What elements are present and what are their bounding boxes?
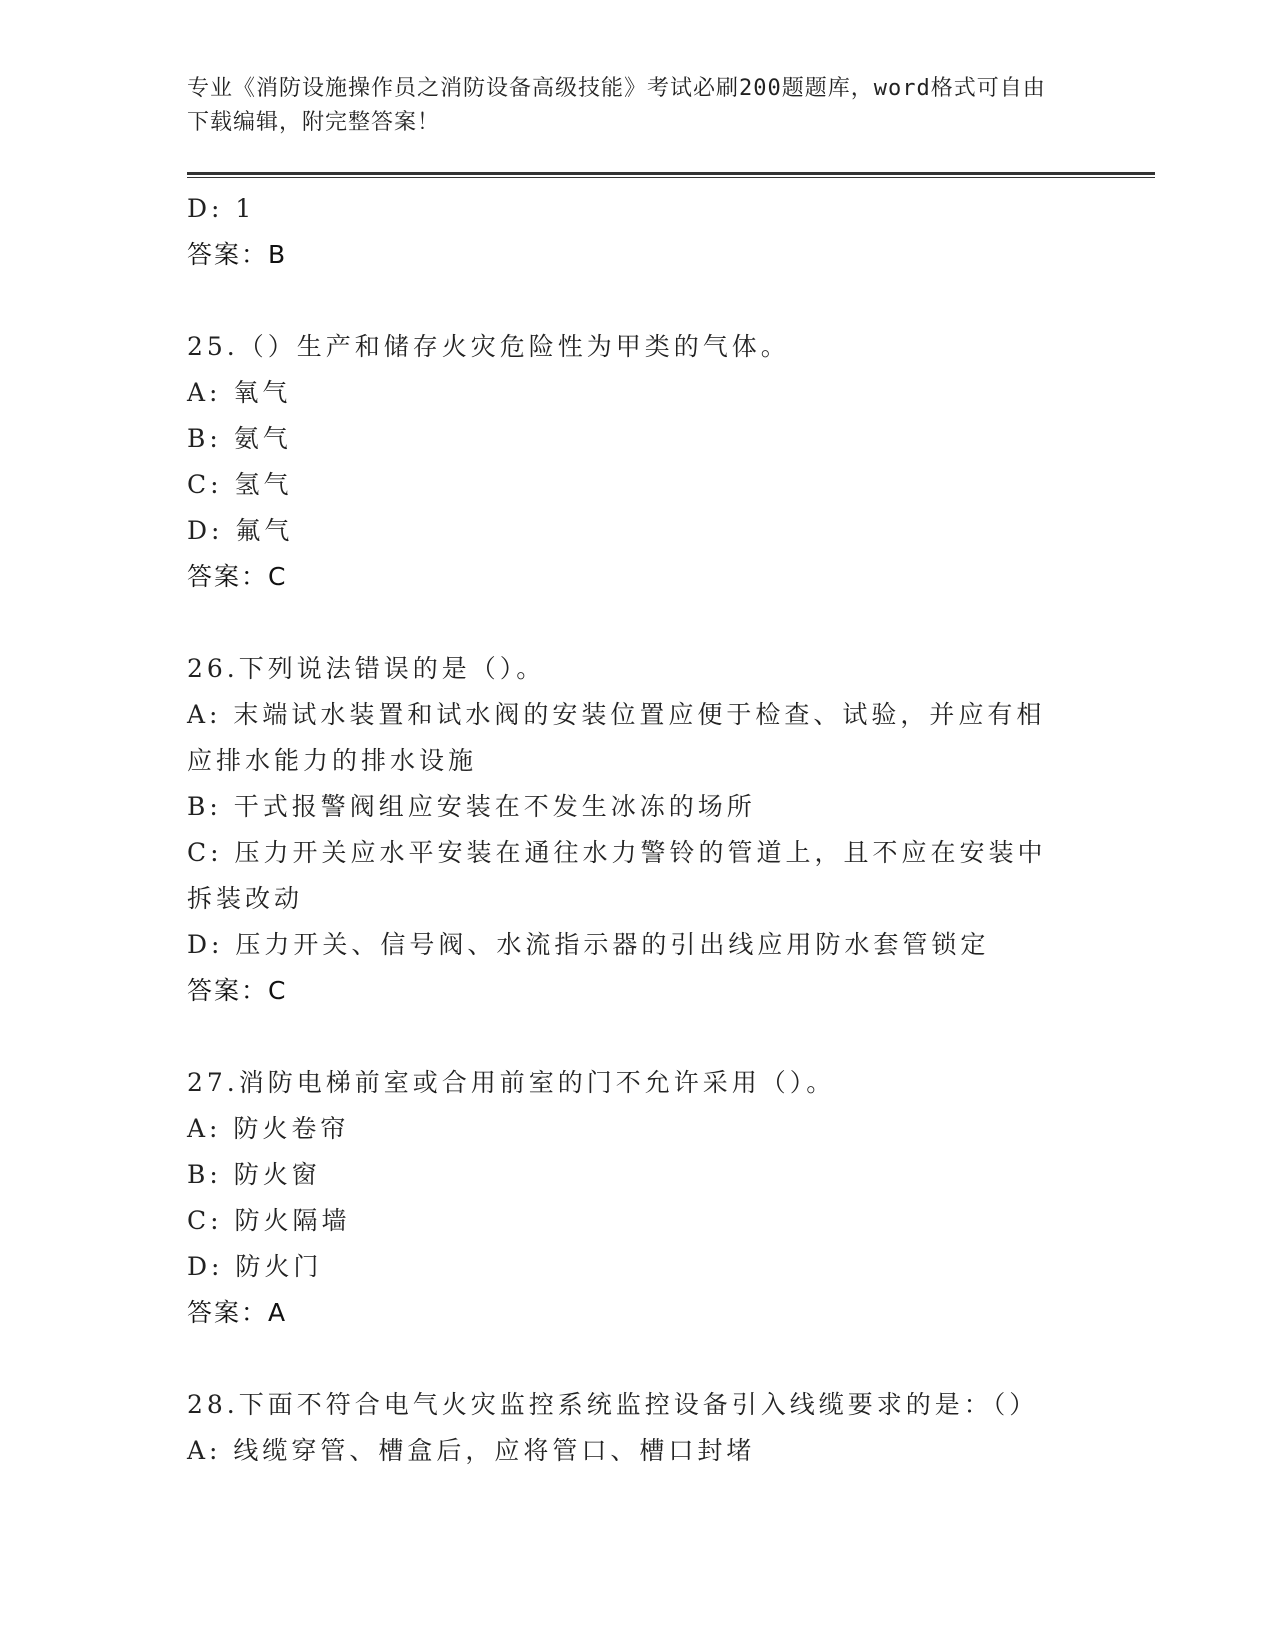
option-b: B: 氨气	[187, 424, 292, 453]
option-a: A: 末端试水装置和试水阀的安装位置应便于检查、试验，并应有相应排水能力的排水设施	[187, 700, 1046, 775]
option-c: C: 防火隔墙	[187, 1206, 351, 1235]
question-stem: 25.（）生产和储存火灾危险性为甲类的气体。	[187, 332, 790, 361]
option-b: B: 干式报警阀组应安装在不发生冰冻的场所	[187, 792, 756, 821]
option-b: B: 防火窗	[187, 1160, 321, 1189]
document-header: 专业《消防设施操作员之消防设备高级技能》考试必刷200题题库，word格式可自由下载编辑，附完整答案！	[187, 76, 1046, 135]
question-stem: 28.下面不符合电气火灾监控系统监控设备引入线缆要求的是：（）	[187, 1390, 1039, 1419]
document-content	[187, 186, 1157, 1474]
option-c: C: 压力开关应水平安装在通往水力警铃的管道上，且不应在安装中拆装改动	[187, 838, 1047, 913]
option-d: D: 压力开关、信号阀、水流指示器的引出线应用防水套管锁定	[187, 930, 990, 959]
question-28	[187, 1382, 1157, 1474]
header-divider	[187, 172, 1155, 178]
prev-answer: 答案：B	[187, 240, 288, 269]
question-answer: 答案：A	[187, 1298, 288, 1327]
document-page	[187, 72, 1157, 1474]
question-25	[187, 324, 1157, 600]
question-27	[187, 1060, 1157, 1336]
question-stem: 26.下列说法错误的是（）。	[187, 654, 546, 683]
option-a: A: 氧气	[187, 378, 292, 407]
option-a: A: 防火卷帘	[187, 1114, 350, 1143]
question-answer: 答案：C	[187, 562, 288, 591]
prev-option-d: D: 1	[187, 194, 256, 223]
option-a: A: 线缆穿管、槽盒后，应将管口、槽口封堵	[187, 1436, 756, 1465]
option-c: C: 氢气	[187, 470, 293, 499]
option-d: D: 氟气	[187, 516, 294, 545]
option-d: D: 防火门	[187, 1252, 323, 1281]
question-answer: 答案：C	[187, 976, 288, 1005]
question-stem: 27.消防电梯前室或合用前室的门不允许采用（）。	[187, 1068, 836, 1097]
question-26	[187, 646, 1157, 1014]
